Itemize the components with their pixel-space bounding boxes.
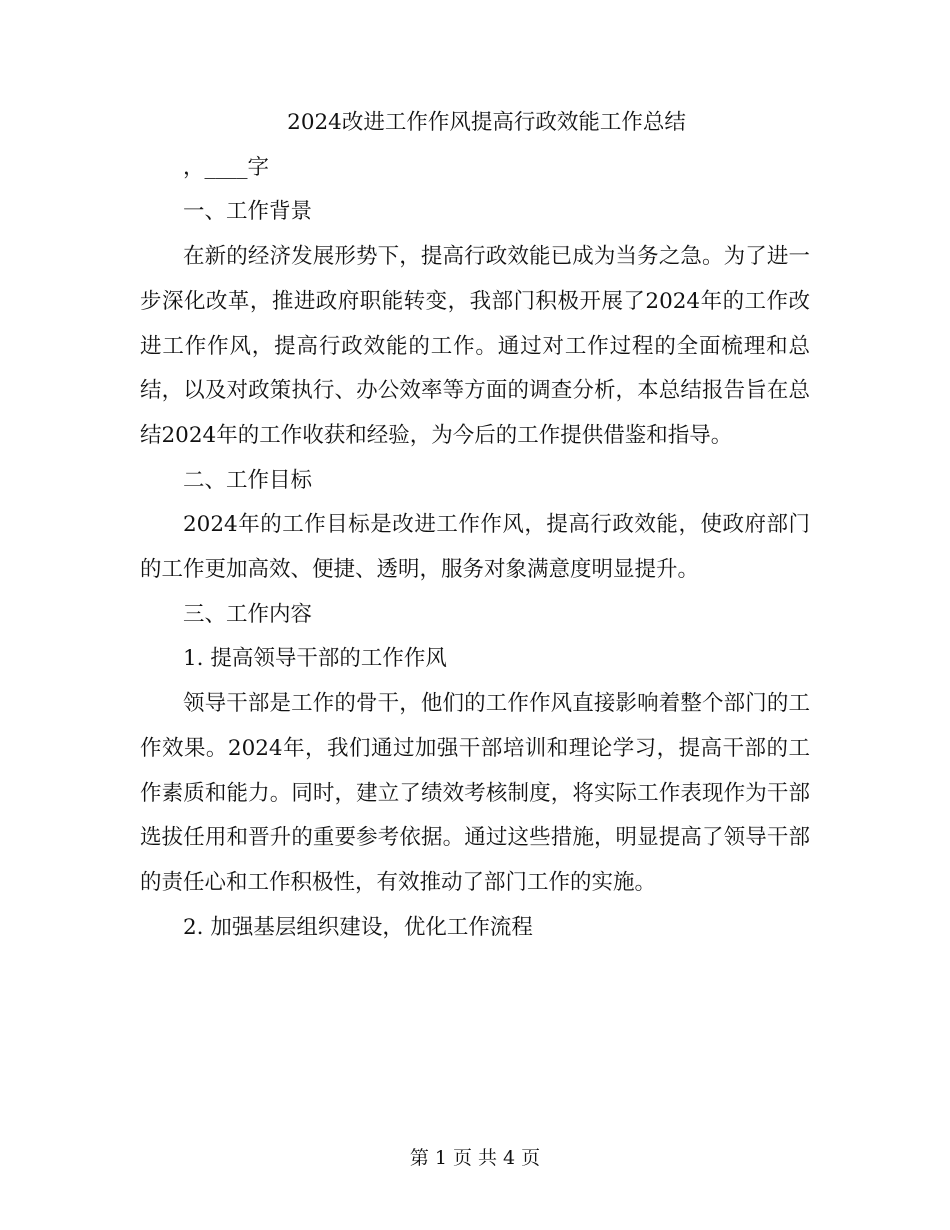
section-heading-content: 三、工作内容	[183, 601, 313, 627]
paragraph-goals: 2024年的工作目标是改进工作作风，提高行政效能，使政府部门的工作更加高效、便捷、透明，服务对象满意度明显提升。	[140, 512, 810, 583]
document-body	[140, 101, 810, 950]
page-number-footer: 第 1 页 共 4 页	[409, 1147, 541, 1169]
subheading-leadership: 1. 提高领导干部的工作作风	[183, 646, 447, 672]
paragraph-leadership: 领导干部是工作的骨干，他们的工作作风直接影响着整个部门的工作效果。2024年，我们通过加强干部培训和理论学习，提高干部的工作素质和能力。同时，建立了绩效考核制度，将实际工作表现作为干部选拔任用和晋升的重要参考依据。通过这些措施，明显提高了领导干部的责任心和工作积极性，有效推动了部门工作的实施。	[140, 691, 810, 895]
section-heading-goals: 二、工作目标	[183, 467, 313, 493]
section-heading-background: 一、工作背景	[183, 199, 313, 225]
document-title: 2024改进工作作风提高行政效能工作总结	[287, 110, 686, 135]
paragraph-background: 在新的经济发展形势下，提高行政效能已成为当务之急。为了进一步深化改革，推进政府职能转变，我部门积极开展了2024年的工作改进工作作风，提高行政效能的工作。通过对工作过程的全面梳理和总结，以及对政策执行、办公效率等方面的调查分析，本总结报告旨在总结2024年的工作收获和经验，为今后的工作提供借鉴和指导。	[140, 244, 810, 448]
word-count-line: ，____字	[183, 154, 270, 180]
subheading-grassroots: 2. 加强基层组织建设，优化工作流程	[183, 914, 533, 940]
